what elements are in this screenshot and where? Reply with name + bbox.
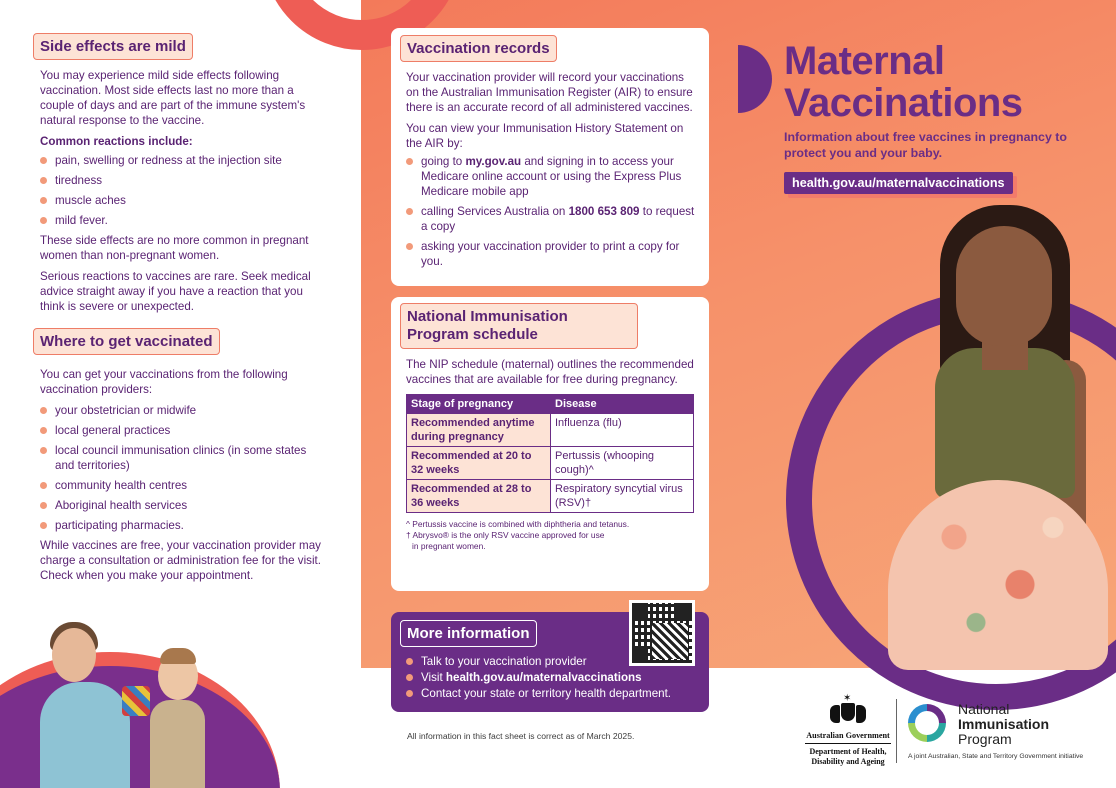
- dept-line-2: Disability and Ageing: [811, 757, 885, 766]
- side-effects-note: These side effects are no more common in pregnant women than non-pregnant women.: [40, 234, 309, 262]
- records-list: [400, 154, 700, 269]
- woman-face: [956, 226, 1052, 346]
- list-item: Aboriginal health services: [40, 498, 325, 513]
- where-heading: Where to get vaccinated: [33, 328, 220, 355]
- footnote-rsv-cont: in pregnant women.: [412, 541, 486, 551]
- footnote-pertussis: ^ Pertussis vaccine is combined with diphtheria and tetanus.: [406, 519, 630, 529]
- title-line-2: Vaccinations: [784, 81, 1023, 125]
- column-header: Disease: [551, 395, 694, 414]
- child-hair: [160, 648, 196, 664]
- list-item: pain, swelling or redness at the injection site: [40, 153, 325, 168]
- left-column: [33, 33, 325, 583]
- australian-government-logo: [803, 693, 893, 767]
- records-intro: Your vaccination provider will record your vaccinations on the Australian Immunisation Register (AIR) to ensure there is an accurate record of all administered vaccines.: [406, 71, 693, 114]
- list-item: muscle aches: [40, 193, 325, 208]
- dept-line-1: Department of Health,: [809, 747, 887, 756]
- gov-divider: [805, 743, 891, 744]
- list-item: Contact your state or territory health department.: [406, 686, 700, 701]
- logo-divider: [896, 699, 897, 763]
- list-item: mild fever.: [40, 213, 325, 228]
- nip-logo-line-1: National: [958, 701, 1010, 717]
- page-subtitle: Information about free vaccines in pregnancy to protect you and your baby.: [784, 130, 1067, 160]
- list-item: your obstetrician or midwife: [40, 403, 325, 418]
- crest-kangaroo: [830, 705, 840, 723]
- footnote-rsv: † Abrysvo® is the only RSV vaccine approved for use: [406, 530, 605, 540]
- disease-cell: Pertussis (whooping cough)^: [551, 447, 694, 480]
- table-row: [407, 414, 694, 447]
- common-reactions-label: Common reactions include:: [40, 135, 193, 148]
- disease-cell: Respiratory syncytial virus (RSV)†: [551, 480, 694, 513]
- more-heading: More information: [400, 620, 537, 647]
- mother-head: [52, 628, 96, 682]
- more-list: [400, 654, 700, 701]
- list-item: asking your vaccination provider to print a copy for you.: [406, 239, 700, 269]
- providers-list: [33, 403, 325, 533]
- as-of-note: All information in this fact sheet is correct as of March 2025.: [407, 731, 635, 741]
- column-header: Stage of pregnancy: [407, 395, 551, 414]
- nip-logo-line-3: Program: [958, 731, 1012, 747]
- woman-top: [935, 348, 1075, 498]
- more-information-card: [391, 612, 709, 712]
- list-item: calling Services Australia on 1800 653 809 to request a copy: [406, 204, 700, 234]
- list-item: participating pharmacies.: [40, 518, 325, 533]
- where-intro: You can get your vaccinations from the following vaccination providers:: [40, 368, 288, 396]
- mygov-link[interactable]: my.gov.au: [465, 155, 522, 168]
- list-item: going to my.gov.au and signing in to access your Medicare online account or using the Express Plus Medicare mobile app: [406, 154, 700, 199]
- list-item: local general practices: [40, 423, 325, 438]
- nip-logo-text: [958, 702, 1049, 747]
- nip-heading: National Immunisation Program schedule: [400, 303, 638, 349]
- phone-number: 1800 653 809: [568, 205, 640, 218]
- list-item: local council immunisation clinics (in some states and territories): [40, 443, 325, 473]
- side-effects-intro: You may experience mild side effects following vaccination. Most side effects last no more than a couple of days and are part of the immune system's natural response to the vaccine.: [40, 69, 306, 127]
- list-item: tiredness: [40, 173, 325, 188]
- stage-cell: Recommended at 28 to 36 weeks: [407, 480, 551, 513]
- cover-url-link[interactable]: health.gov.au/maternalvaccinations: [784, 172, 1013, 194]
- crest-star: ✶: [843, 693, 852, 704]
- stage-cell: Recommended at 20 to 32 weeks: [407, 447, 551, 480]
- list-item: Visit health.gov.au/maternalvaccinations: [406, 670, 700, 685]
- list-item: Talk to your vaccination provider: [406, 654, 700, 669]
- page-title: [784, 40, 1023, 124]
- fee-note: While vaccines are free, your vaccination provider may charge a consultation or administration fee for the visit. Check when you make your appointment.: [40, 539, 321, 582]
- records-heading: Vaccination records: [400, 35, 557, 62]
- child-figure: [150, 700, 205, 788]
- gov-name: Australian Government: [806, 731, 890, 740]
- crest-shield: [841, 703, 855, 721]
- crest-emu: [856, 705, 866, 723]
- side-effects-heading: Side effects are mild: [33, 33, 193, 60]
- disease-cell: Influenza (flu): [551, 414, 694, 447]
- toy: [122, 686, 150, 716]
- reactions-list: [33, 153, 325, 228]
- nip-tagline: A joint Australian, State and Territory Government initiative: [908, 753, 1084, 760]
- nip-schedule-card: [391, 297, 709, 591]
- mother-figure: [40, 682, 130, 788]
- nip-table: [406, 394, 694, 513]
- nip-intro: The NIP schedule (maternal) outlines the recommended vaccines that are available for free during pregnancy.: [406, 358, 694, 386]
- table-row: [407, 447, 694, 480]
- list-item: community health centres: [40, 478, 325, 493]
- mother-child-photo: [0, 612, 340, 788]
- title-line-1: Maternal: [784, 39, 945, 83]
- stage-cell: Recommended anytime during pregnancy: [407, 414, 551, 447]
- nip-logo-line-2: Immunisation: [958, 716, 1050, 732]
- vaccination-records-card: [391, 28, 709, 286]
- table-row: [407, 480, 694, 513]
- records-view: You can view your Immunisation History Statement on the AIR by:: [406, 122, 684, 150]
- coat-of-arms-icon: [828, 693, 868, 727]
- health-gov-link[interactable]: health.gov.au/maternalvaccinations: [445, 671, 642, 684]
- footnotes: [400, 519, 700, 552]
- table-header-row: [407, 395, 694, 414]
- nip-ring-icon: [908, 704, 946, 742]
- serious-reactions-note: Serious reactions to vaccines are rare. Seek medical advice straight away if you have a reaction that you think is severe or unexpected.: [40, 270, 311, 313]
